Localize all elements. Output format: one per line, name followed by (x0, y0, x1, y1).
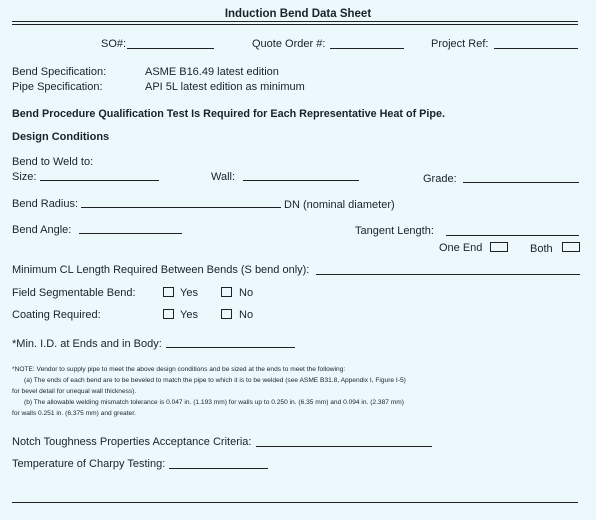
page-title: Induction Bend Data Sheet (224, 8, 372, 20)
field-segmentable-label: Field Segmentable Bend: (12, 287, 136, 299)
grade-label: Grade: (423, 173, 457, 185)
wall-label: Wall: (211, 171, 236, 183)
wall-field[interactable] (243, 180, 359, 181)
project-ref-field[interactable] (494, 48, 578, 49)
bend-spec-value: ASME B16.49 latest edition (145, 66, 279, 78)
so-label: SO#: (101, 38, 127, 50)
tangent-length-field[interactable] (446, 235, 579, 236)
one-end-label: One End (439, 242, 483, 254)
field-segmentable-no-checkbox[interactable] (221, 287, 232, 297)
bend-spec-label: Bend Specification: (12, 66, 107, 78)
field-segmentable-yes-label: Yes (180, 287, 198, 299)
design-conditions-heading: Design Conditions (12, 131, 110, 143)
field-segmentable-no-label: No (239, 287, 254, 299)
coating-yes-label: Yes (180, 309, 198, 321)
bend-radius-field[interactable] (81, 207, 281, 208)
bottom-rule (12, 502, 578, 503)
field-segmentable-yes-checkbox[interactable] (163, 287, 174, 297)
quote-order-field[interactable] (330, 48, 404, 49)
coating-no-label: No (239, 309, 254, 321)
note-line-5: for walls 0.251 in. (6.375 mm) and greater. (12, 410, 136, 417)
one-end-checkbox[interactable] (490, 242, 508, 252)
pipe-spec-value: API 5L latest edition as minimum (145, 81, 305, 93)
so-field[interactable] (127, 48, 214, 49)
qualification-note: Bend Procedure Qualification Test Is Required for Each Representative Heat of Pipe. (12, 108, 445, 120)
notch-toughness-label: Notch Toughness Properties Acceptance Criteria: (12, 436, 252, 448)
title-rule-top (12, 21, 578, 22)
grade-field[interactable] (463, 182, 579, 183)
coating-required-label: Coating Required: (12, 309, 101, 321)
both-checkbox[interactable] (562, 242, 580, 252)
note-line-2: (a) The ends of each bend are to be beveled to match the pipe to which it is to be welded (see ASME B31.8, Appendix I, Figure I-5) (24, 377, 406, 384)
charpy-temperature-field[interactable] (169, 468, 268, 469)
bend-to-weld-label: Bend to Weld to: (12, 156, 94, 168)
dn-label: DN (nominal diameter) (284, 199, 395, 211)
min-id-field[interactable] (166, 347, 295, 348)
coating-yes-checkbox[interactable] (163, 309, 174, 319)
project-ref-label: Project Ref: (431, 38, 489, 50)
min-cl-field[interactable] (316, 274, 580, 275)
notch-toughness-field[interactable] (256, 446, 432, 447)
quote-order-label: Quote Order #: (252, 38, 326, 50)
tangent-length-label: Tangent Length: (355, 225, 434, 237)
note-line-3: for bevel detail for unequal wall thickness). (12, 388, 137, 395)
pipe-spec-label: Pipe Specification: (12, 81, 103, 93)
bend-angle-field[interactable] (79, 233, 182, 234)
bend-angle-label: Bend Angle: (12, 224, 72, 236)
note-line-4: (b) The allowable welding mismatch tolerance is 0.047 in. (1.193 mm) for walls up to 0.250 in. (6.35 mm) and 0.094 in. (2.387 mm) (24, 399, 404, 406)
size-field[interactable] (40, 180, 159, 181)
min-cl-label: Minimum CL Length Required Between Bends (S bend only): (12, 264, 310, 276)
min-id-label: *Min. I.D. at Ends and in Body: (12, 338, 162, 350)
both-label: Both (530, 243, 553, 255)
size-label: Size: (12, 171, 37, 183)
bend-radius-label: Bend Radius: (12, 198, 79, 210)
note-line-1: *NOTE: Vendor to supply pipe to meet the above design conditions and be sized at the ends to meet the following: (12, 366, 346, 373)
charpy-temperature-label: Temperature of Charpy Testing: (12, 458, 166, 470)
coating-no-checkbox[interactable] (221, 309, 232, 319)
title-rule-bottom (12, 24, 578, 25)
